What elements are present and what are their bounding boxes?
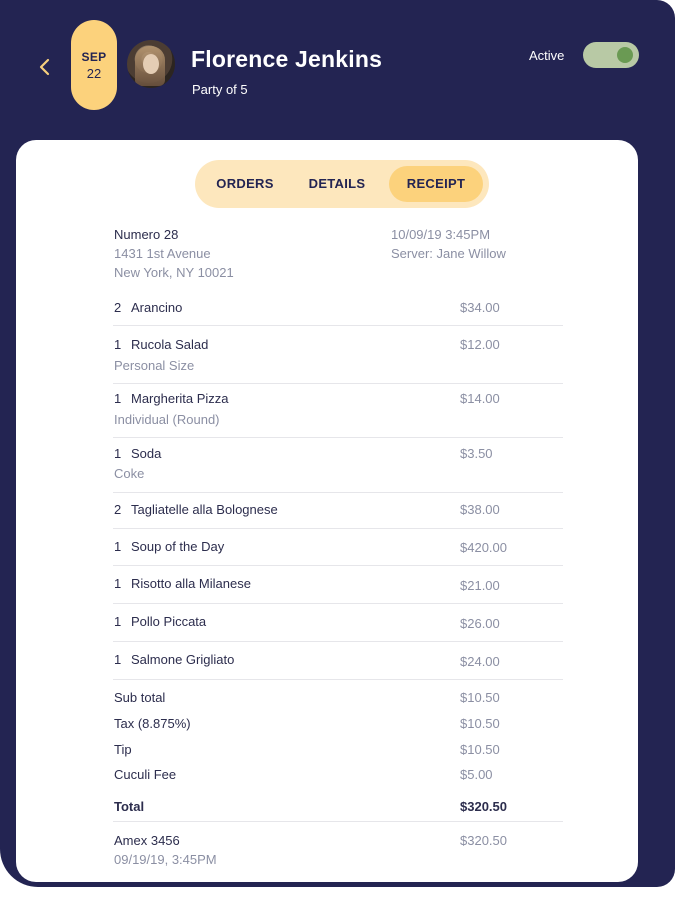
item-name: Pollo Piccata	[131, 614, 207, 629]
item-qty: 1	[114, 337, 122, 352]
row-divider	[113, 821, 563, 822]
tip-value: $10.50	[460, 742, 500, 757]
subtotal-value: $10.50	[460, 690, 500, 705]
row-divider	[113, 528, 563, 529]
item-price: $26.00	[460, 616, 500, 631]
item-note: Personal Size	[114, 358, 195, 373]
date-day: 22	[86, 65, 102, 81]
tab-receipt[interactable]: RECEIPT	[389, 166, 483, 202]
tax-label: Tax (8.875%)	[114, 716, 191, 731]
row-divider	[113, 437, 563, 438]
receipt-datetime: 10/09/19 3:45PM	[391, 227, 491, 242]
item-name: Risotto alla Milanese	[131, 576, 251, 591]
restaurant-address-line1: 1431 1st Avenue	[114, 246, 211, 261]
item-price: $34.00	[460, 300, 500, 315]
receipt-card	[16, 140, 638, 882]
payment-card: Amex 3456	[114, 833, 180, 848]
row-divider	[113, 679, 563, 680]
date-badge	[71, 20, 117, 110]
item-price: $420.00	[460, 540, 507, 555]
tab-orders[interactable]: ORDERS	[216, 176, 274, 191]
item-qty: 1	[114, 614, 122, 629]
item-price: $14.00	[460, 391, 500, 406]
item-price: $12.00	[460, 337, 500, 352]
toggle-knob	[617, 47, 633, 63]
item-name: Soup of the Day	[131, 539, 225, 554]
total-value: $320.50	[460, 799, 507, 814]
item-qty: 1	[114, 391, 122, 406]
payment-datetime: 09/19/19, 3:45PM	[114, 852, 217, 867]
tip-label: Tip	[114, 742, 132, 757]
row-divider	[113, 325, 563, 326]
tab-bar	[195, 160, 489, 208]
item-name: Salmone Grigliato	[131, 652, 235, 667]
row-divider	[113, 565, 563, 566]
restaurant-name: Numero 28	[114, 227, 179, 242]
item-qty: 1	[114, 446, 122, 461]
guest-name: Florence Jenkins	[191, 46, 383, 72]
item-qty: 1	[114, 576, 122, 591]
item-qty: 1	[114, 652, 122, 667]
fee-label: Cuculi Fee	[114, 767, 177, 782]
tab-details[interactable]: DETAILS	[308, 176, 366, 191]
active-label: Active	[529, 48, 565, 63]
active-toggle[interactable]	[583, 42, 639, 68]
item-note: Coke	[114, 466, 145, 481]
item-note: Individual (Round)	[114, 412, 220, 427]
restaurant-address-line2: New York, NY 10021	[114, 265, 234, 280]
item-name: Arancino	[131, 300, 183, 315]
item-price: $38.00	[460, 502, 500, 517]
avatar-face	[143, 54, 159, 74]
item-name: Rucola Salad	[131, 337, 209, 352]
row-divider	[113, 383, 563, 384]
chevron-left-icon[interactable]	[34, 56, 56, 78]
item-price: $3.50	[460, 446, 493, 461]
item-name: Margherita Pizza	[131, 391, 229, 406]
item-qty: 2	[114, 300, 122, 315]
row-divider	[113, 492, 563, 493]
item-price: $24.00	[460, 654, 500, 669]
item-name: Soda	[131, 446, 162, 461]
item-name: Tagliatelle alla Bolognese	[131, 502, 278, 517]
payment-amount: $320.50	[460, 833, 507, 848]
item-qty: 1	[114, 539, 122, 554]
item-price: $21.00	[460, 578, 500, 593]
row-divider	[113, 603, 563, 604]
tax-value: $10.50	[460, 716, 500, 731]
date-month: SEP	[81, 49, 107, 64]
avatar	[127, 40, 175, 88]
bottom-strip	[0, 888, 675, 900]
row-divider	[113, 641, 563, 642]
subtotal-label: Sub total	[114, 690, 166, 705]
total-label: Total	[114, 799, 145, 814]
fee-value: $5.00	[460, 767, 493, 782]
party-size: Party of 5	[192, 82, 248, 97]
item-qty: 2	[114, 502, 122, 517]
server-name: Server: Jane Willow	[391, 246, 506, 261]
